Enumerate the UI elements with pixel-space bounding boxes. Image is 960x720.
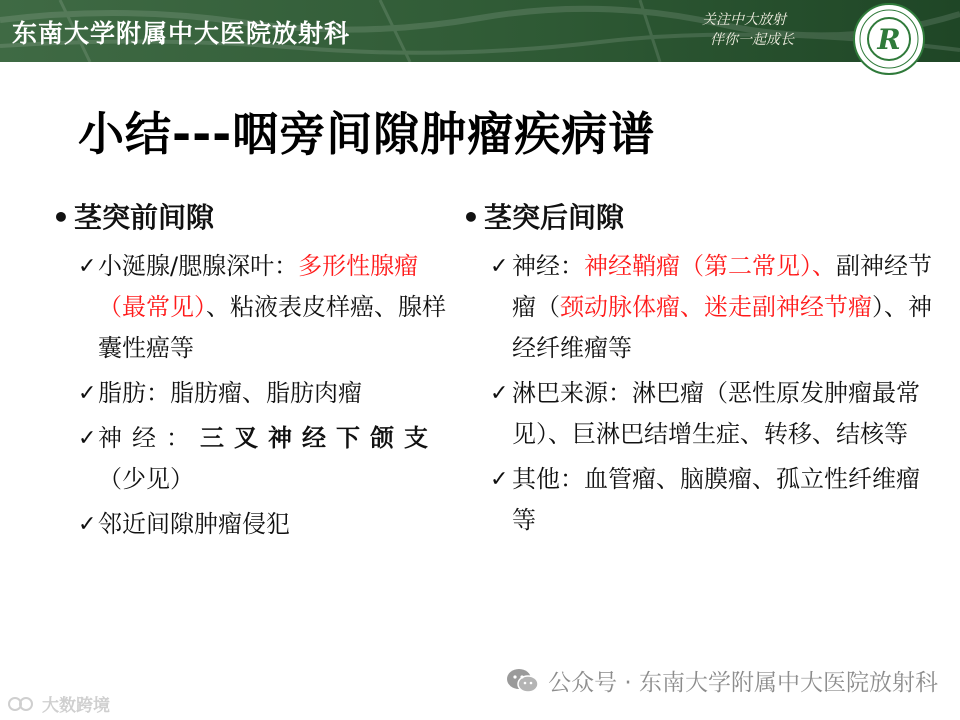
item-prefix: 神经：: [512, 252, 584, 280]
checkmark-icon: ✓: [78, 381, 97, 406]
right-heading: [462, 196, 932, 240]
header-title: 东南大学附属中大医院放射科: [12, 19, 351, 48]
left-heading-text: 茎突前间隙: [74, 201, 215, 234]
bullet-dot-icon: •: [52, 201, 70, 234]
item-mid: 副神经节瘤（: [512, 252, 932, 321]
watermark-logo-icon: [8, 695, 38, 713]
slide-title: 小结---咽旁间隙肿瘤疾病谱: [78, 107, 656, 161]
item-text: 其他：血管瘤、脑膜瘤、孤立性纤维瘤等: [512, 465, 920, 534]
item-highlight: 多形性腺瘤（最常见）: [98, 252, 419, 321]
left-item-list: [52, 246, 452, 545]
header-banner: [0, 0, 960, 62]
left-column: [52, 196, 452, 549]
right-watermark-text: 公众号 · 东南大学附属中大医院放射科: [548, 670, 938, 696]
item-text: 邻近间隙肿瘤侵犯: [98, 510, 290, 538]
item-prefix: 小涎腺/腮腺深叶：: [98, 252, 299, 280]
slogan-line-1: 关注中大放射: [702, 12, 786, 28]
checkmark-icon: ✓: [78, 426, 97, 451]
left-watermark-text: 大数跨境: [42, 696, 110, 716]
left-heading: [52, 196, 452, 240]
item-highlight: 颈动脉体瘤、迷走副神经节瘤: [560, 293, 872, 321]
left-watermark: [8, 691, 110, 716]
list-item: [52, 246, 452, 369]
wechat-icon: [506, 667, 540, 695]
item-text: 脂肪：脂肪瘤、脂肪肉瘤: [98, 379, 362, 407]
list-item: [52, 373, 452, 414]
checkmark-icon: ✓: [78, 254, 97, 279]
list-item: [462, 246, 932, 369]
item-suffix: 、粘液表皮样癌、腺样囊性癌等: [98, 293, 446, 362]
checkmark-icon: ✓: [490, 254, 509, 279]
item-bold: 三叉神经下颌支: [200, 424, 438, 452]
item-prefix: 神经：: [98, 424, 200, 452]
item-suffix: （少见）: [98, 465, 194, 493]
brand-logo-icon: [852, 2, 926, 76]
right-column: [462, 196, 932, 545]
slogan-line-2: 伴你一起成长: [710, 32, 794, 48]
item-highlight: 神经鞘瘤（第二常见）、: [584, 252, 836, 280]
item-text: 淋巴来源：淋巴瘤（恶性原发肿瘤最常见）、巨淋巴结增生症、转移、结核等: [512, 379, 920, 448]
right-item-list: [462, 246, 932, 541]
list-item: [52, 504, 452, 545]
checkmark-icon: ✓: [490, 467, 509, 492]
checkmark-icon: ✓: [78, 512, 97, 537]
bullet-dot-icon: •: [462, 201, 480, 234]
list-item: [462, 373, 932, 455]
checkmark-icon: ✓: [490, 381, 509, 406]
item-suffix: ）、神经纤维瘤等: [512, 293, 932, 362]
right-heading-text: 茎突后间隙: [484, 201, 625, 234]
right-watermark: [506, 664, 938, 697]
list-item: [52, 418, 452, 500]
logo-letter: R: [877, 23, 901, 56]
list-item: [462, 459, 932, 541]
header-slogan: [702, 10, 794, 50]
